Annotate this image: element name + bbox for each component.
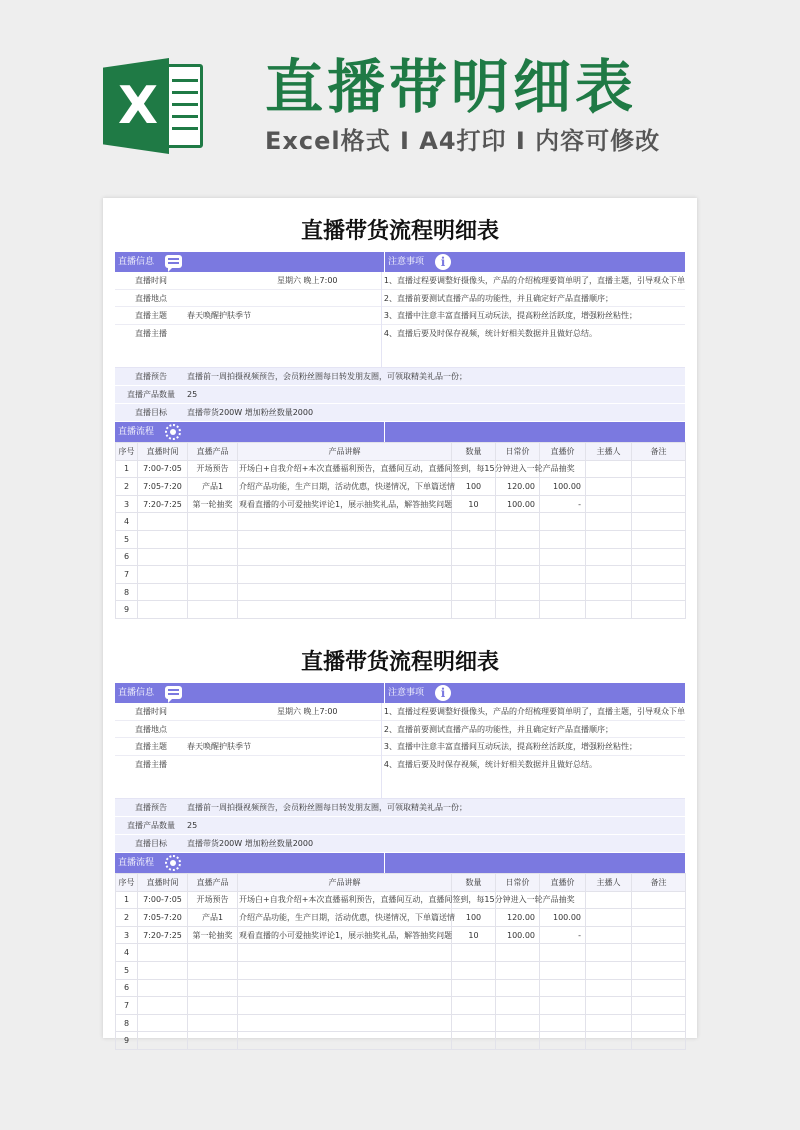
table-cell-host <box>586 583 632 601</box>
table-cell-live <box>540 530 586 548</box>
table-cell-time <box>138 583 188 601</box>
table-cell-no: 6 <box>116 548 138 566</box>
table-cell-qty <box>452 548 496 566</box>
column-header: 产品讲解 <box>238 874 452 892</box>
table-cell-desc: 开场白+自我介绍+本次直播福利预告，直播间互动，直播间签到，每15分钟进入一轮产品抽奖 <box>238 460 452 478</box>
table-cell-qty <box>452 601 496 619</box>
table-cell-qty <box>452 997 496 1015</box>
note-item: 4、直播后要及时保存视频，统计好相关数据并且做好总结。 <box>383 328 597 338</box>
notes-header: 注意事项 <box>388 257 425 267</box>
table-cell-live: 100.00 <box>540 909 586 927</box>
table-cell-product: 第一轮抽奖 <box>188 926 238 944</box>
table-cell-product: 开场预告 <box>188 891 238 909</box>
table-cell-product: 产品1 <box>188 478 238 496</box>
table-cell-price <box>496 979 540 997</box>
table-cell-live <box>540 513 586 531</box>
table-cell-qty <box>452 961 496 979</box>
table-row <box>116 979 686 997</box>
table-cell-note <box>632 891 686 909</box>
table-row <box>116 566 686 584</box>
table-cell-qty <box>452 530 496 548</box>
info-row: 直播地点 <box>115 721 381 739</box>
table-cell-qty: 100 <box>452 909 496 927</box>
table-cell-live <box>540 961 586 979</box>
table-cell-price <box>496 513 540 531</box>
section-bar-flow <box>115 422 685 442</box>
document-title: 直播带货流程明细表 <box>300 219 499 244</box>
table-row <box>116 530 686 548</box>
table-cell-price <box>496 601 540 619</box>
table-cell-product <box>188 548 238 566</box>
table-cell-product <box>188 601 238 619</box>
note-item: 2、直播前要测试直播产品的功能性，并且确定好产品直播顺序； <box>382 721 685 739</box>
table-cell-no: 9 <box>116 601 138 619</box>
promo-banner <box>0 0 800 195</box>
table-cell-qty <box>452 1032 496 1050</box>
banner-subtitle: Excel格式 I A4打印 I 内容可修改 <box>265 127 661 155</box>
table-cell-host <box>586 1032 632 1050</box>
table-cell-desc <box>238 979 452 997</box>
table-cell-note <box>632 979 686 997</box>
table-cell-time <box>138 979 188 997</box>
table-cell-host <box>586 997 632 1015</box>
table-cell-live: - <box>540 495 586 513</box>
table-row <box>116 478 686 496</box>
table-cell-no: 8 <box>116 583 138 601</box>
table-cell-desc: 观看直播的小可爱抽奖评论1，展示抽奖礼品，解答抽奖问题 <box>238 926 452 944</box>
table-cell-note <box>632 1014 686 1032</box>
table-row <box>116 891 686 909</box>
table-cell-note <box>632 909 686 927</box>
table-row <box>116 909 686 927</box>
table-cell-host <box>586 1014 632 1032</box>
info-icon: i <box>435 254 451 270</box>
column-header: 日常价 <box>496 443 540 461</box>
table-cell-no: 8 <box>116 1014 138 1032</box>
table-cell-desc: 介绍产品功能，生产日期，活动优惠，快递情况，下单篇送情 <box>238 909 452 927</box>
banner-title: 直播带明细表 <box>265 53 638 121</box>
section-bar-info <box>115 252 685 272</box>
table-cell-host <box>586 944 632 962</box>
long-row: 直播目标 直播带货200W 增加粉丝数量2000 <box>115 404 685 422</box>
table-row <box>116 548 686 566</box>
table-cell-desc: 开场白+自我介绍+本次直播福利预告，直播间互动，直播间签到，每15分钟进入一轮产品抽奖 <box>238 891 452 909</box>
table-cell-price: 100.00 <box>496 926 540 944</box>
table-row <box>116 997 686 1015</box>
table-cell-product <box>188 583 238 601</box>
flow-header: 直播流程 <box>118 427 155 437</box>
table-header-row <box>116 874 686 892</box>
table-cell-desc <box>238 513 452 531</box>
table-cell-no: 5 <box>116 961 138 979</box>
table-row <box>116 926 686 944</box>
column-header: 主播人 <box>586 874 632 892</box>
document-sheet <box>103 198 697 1046</box>
table-cell-note <box>632 601 686 619</box>
column-header: 备注 <box>632 443 686 461</box>
table-cell-time <box>138 530 188 548</box>
table-cell-live <box>540 979 586 997</box>
table-cell-live <box>540 548 586 566</box>
table-cell-host <box>586 891 632 909</box>
table-cell-no: 4 <box>116 513 138 531</box>
table-cell-desc: 观看直播的小可爱抽奖评论1，展示抽奖礼品，解答抽奖问题 <box>238 495 452 513</box>
table-cell-time <box>138 1032 188 1050</box>
info-row: 直播时间 星期六 晚上7:00 <box>115 703 381 721</box>
table-cell-host <box>586 979 632 997</box>
table-cell-no: 7 <box>116 566 138 584</box>
table-row <box>116 495 686 513</box>
table-cell-live: - <box>540 926 586 944</box>
long-row: 直播预告 直播前一周拍摄视频预告，会员粉丝圈每日转发朋友圈，可领取精美礼品一份； <box>115 368 685 386</box>
table-header-row <box>116 443 686 461</box>
table-cell-host <box>586 495 632 513</box>
table-cell-host <box>586 513 632 531</box>
table-cell-desc <box>238 961 452 979</box>
table-cell-no: 4 <box>116 944 138 962</box>
table-cell-note <box>632 944 686 962</box>
table-cell-price <box>496 566 540 584</box>
cycle-icon <box>165 424 181 440</box>
table-cell-no: 2 <box>116 909 138 927</box>
notes-header: 注意事项 <box>388 688 425 698</box>
table-cell-time: 7:20-7:25 <box>138 926 188 944</box>
info-header: 直播信息 <box>118 688 155 698</box>
table-cell-host <box>586 961 632 979</box>
table-cell-product <box>188 1032 238 1050</box>
table-cell-price: 100.00 <box>496 495 540 513</box>
table-cell-qty: 100 <box>452 478 496 496</box>
table-cell-time: 7:05-7:20 <box>138 909 188 927</box>
excel-logo-icon <box>103 58 205 154</box>
table-cell-note <box>632 926 686 944</box>
info-row: 直播地点 <box>115 290 381 308</box>
table-cell-time: 7:05-7:20 <box>138 478 188 496</box>
note-item: 2、直播前要测试直播产品的功能性，并且确定好产品直播顺序； <box>382 290 685 308</box>
table-cell-price <box>496 944 540 962</box>
table-cell-desc <box>238 583 452 601</box>
table-cell-price <box>496 1014 540 1032</box>
flow-table <box>115 442 686 619</box>
info-section <box>115 272 685 368</box>
table-cell-price: 120.00 <box>496 478 540 496</box>
table-cell-no: 1 <box>116 460 138 478</box>
table-cell-time <box>138 601 188 619</box>
chat-icon <box>165 255 182 268</box>
table-cell-time <box>138 997 188 1015</box>
table-row <box>116 1014 686 1032</box>
info-row: 直播主播 <box>135 328 167 338</box>
table-cell-desc <box>238 944 452 962</box>
table-cell-product <box>188 566 238 584</box>
table-cell-qty <box>452 513 496 531</box>
table-cell-note <box>632 997 686 1015</box>
table-cell-no: 3 <box>116 926 138 944</box>
column-header: 直播时间 <box>138 443 188 461</box>
table-cell-no: 7 <box>116 997 138 1015</box>
table-cell-time <box>138 566 188 584</box>
column-header: 直播时间 <box>138 874 188 892</box>
excel-x-letter: X <box>117 76 159 136</box>
info-row: 直播主题 春天唤醒护肤季节 <box>115 307 381 325</box>
table-cell-price <box>496 530 540 548</box>
table-row <box>116 513 686 531</box>
table-cell-desc <box>238 1032 452 1050</box>
column-header: 主播人 <box>586 443 632 461</box>
table-cell-note <box>632 548 686 566</box>
flow-table <box>115 873 686 1050</box>
long-row: 直播预告 直播前一周拍摄视频预告，会员粉丝圈每日转发朋友圈，可领取精美礼品一份； <box>115 799 685 817</box>
section-bar-info <box>115 683 685 703</box>
column-header: 数量 <box>452 443 496 461</box>
info-row: 直播主播 <box>135 759 167 769</box>
table-cell-note <box>632 495 686 513</box>
table-cell-note <box>632 478 686 496</box>
table-cell-live <box>540 1014 586 1032</box>
note-item: 4、直播后要及时保存视频，统计好相关数据并且做好总结。 <box>383 759 597 769</box>
column-header: 序号 <box>116 874 138 892</box>
table-cell-desc: 介绍产品功能，生产日期，活动优惠，快递情况，下单篇送情 <box>238 478 452 496</box>
table-cell-desc <box>238 1014 452 1032</box>
column-header: 序号 <box>116 443 138 461</box>
table-cell-product <box>188 944 238 962</box>
table-cell-product: 开场预告 <box>188 460 238 478</box>
table-cell-qty <box>452 979 496 997</box>
table-cell-product: 产品1 <box>188 909 238 927</box>
table-cell-desc <box>238 566 452 584</box>
column-header: 直播价 <box>540 874 586 892</box>
table-cell-desc <box>238 997 452 1015</box>
table-cell-time: 7:20-7:25 <box>138 495 188 513</box>
schedule-block-2 <box>115 643 685 1050</box>
table-cell-qty <box>452 566 496 584</box>
table-cell-desc <box>238 548 452 566</box>
table-cell-product <box>188 997 238 1015</box>
info-row: 直播时间 星期六 晚上7:00 <box>115 272 381 290</box>
table-cell-product <box>188 1014 238 1032</box>
table-cell-host <box>586 566 632 584</box>
section-bar-flow <box>115 853 685 873</box>
table-cell-price <box>496 583 540 601</box>
table-cell-host <box>586 601 632 619</box>
table-cell-time <box>138 1014 188 1032</box>
long-row: 直播产品数量 25 <box>115 817 685 835</box>
note-item: 1、直播过程要调整好摄像头，产品的介绍梳理要简单明了，直播主题，引导观众下单 <box>382 703 685 721</box>
table-cell-time <box>138 961 188 979</box>
table-cell-product <box>188 513 238 531</box>
table-cell-no: 6 <box>116 979 138 997</box>
table-cell-qty <box>452 583 496 601</box>
column-header: 备注 <box>632 874 686 892</box>
note-item: 3、直播中注意丰富直播间互动玩法，提高粉丝活跃度，增强粉丝粘性； <box>382 307 685 325</box>
table-cell-note <box>632 513 686 531</box>
table-cell-price <box>496 548 540 566</box>
chat-icon <box>165 686 182 699</box>
schedule-block-1 <box>115 212 685 619</box>
table-cell-note <box>632 530 686 548</box>
column-header: 日常价 <box>496 874 540 892</box>
table-cell-live <box>540 601 586 619</box>
table-cell-product <box>188 979 238 997</box>
table-cell-live <box>540 566 586 584</box>
long-row: 直播产品数量 25 <box>115 386 685 404</box>
table-cell-no: 3 <box>116 495 138 513</box>
table-row <box>116 460 686 478</box>
table-cell-live <box>540 583 586 601</box>
info-icon: i <box>435 685 451 701</box>
table-cell-time <box>138 548 188 566</box>
table-cell-host <box>586 548 632 566</box>
note-item: 1、直播过程要调整好摄像头，产品的介绍梳理要简单明了，直播主题，引导观众下单 <box>382 272 685 290</box>
table-cell-time: 7:00-7:05 <box>138 460 188 478</box>
table-cell-qty: 10 <box>452 495 496 513</box>
table-cell-host <box>586 460 632 478</box>
column-header: 产品讲解 <box>238 443 452 461</box>
table-cell-price <box>496 997 540 1015</box>
note-item: 3、直播中注意丰富直播间互动玩法，提高粉丝活跃度，增强粉丝粘性； <box>382 738 685 756</box>
long-row: 直播目标 直播带货200W 增加粉丝数量2000 <box>115 835 685 853</box>
table-row <box>116 961 686 979</box>
table-row <box>116 601 686 619</box>
table-cell-note <box>632 961 686 979</box>
column-header: 直播产品 <box>188 443 238 461</box>
table-cell-product <box>188 530 238 548</box>
table-cell-live <box>540 944 586 962</box>
table-cell-live <box>540 997 586 1015</box>
table-cell-host <box>586 926 632 944</box>
table-cell-note <box>632 583 686 601</box>
table-cell-desc <box>238 601 452 619</box>
info-section <box>115 703 685 799</box>
table-row <box>116 583 686 601</box>
table-cell-product: 第一轮抽奖 <box>188 495 238 513</box>
table-cell-host <box>586 530 632 548</box>
table-cell-no: 1 <box>116 891 138 909</box>
info-header: 直播信息 <box>118 257 155 267</box>
table-cell-time: 7:00-7:05 <box>138 891 188 909</box>
info-row: 直播主题 春天唤醒护肤季节 <box>115 738 381 756</box>
table-cell-qty <box>452 1014 496 1032</box>
table-cell-no: 2 <box>116 478 138 496</box>
table-cell-time <box>138 944 188 962</box>
table-cell-host <box>586 478 632 496</box>
column-header: 直播产品 <box>188 874 238 892</box>
column-header: 直播价 <box>540 443 586 461</box>
cycle-icon <box>165 855 181 871</box>
table-cell-price <box>496 1032 540 1050</box>
flow-header: 直播流程 <box>118 858 155 868</box>
table-cell-price <box>496 961 540 979</box>
table-cell-no: 9 <box>116 1032 138 1050</box>
table-cell-time <box>138 513 188 531</box>
table-cell-live <box>540 1032 586 1050</box>
table-row <box>116 944 686 962</box>
table-cell-note <box>632 1032 686 1050</box>
table-cell-qty: 10 <box>452 926 496 944</box>
table-cell-no: 5 <box>116 530 138 548</box>
table-cell-host <box>586 909 632 927</box>
table-cell-note <box>632 566 686 584</box>
document-title: 直播带货流程明细表 <box>300 650 499 675</box>
table-cell-price: 120.00 <box>496 909 540 927</box>
table-cell-qty <box>452 944 496 962</box>
table-cell-live: 100.00 <box>540 478 586 496</box>
table-cell-desc <box>238 530 452 548</box>
table-cell-product <box>188 961 238 979</box>
table-row <box>116 1032 686 1050</box>
table-cell-note <box>632 460 686 478</box>
column-header: 数量 <box>452 874 496 892</box>
